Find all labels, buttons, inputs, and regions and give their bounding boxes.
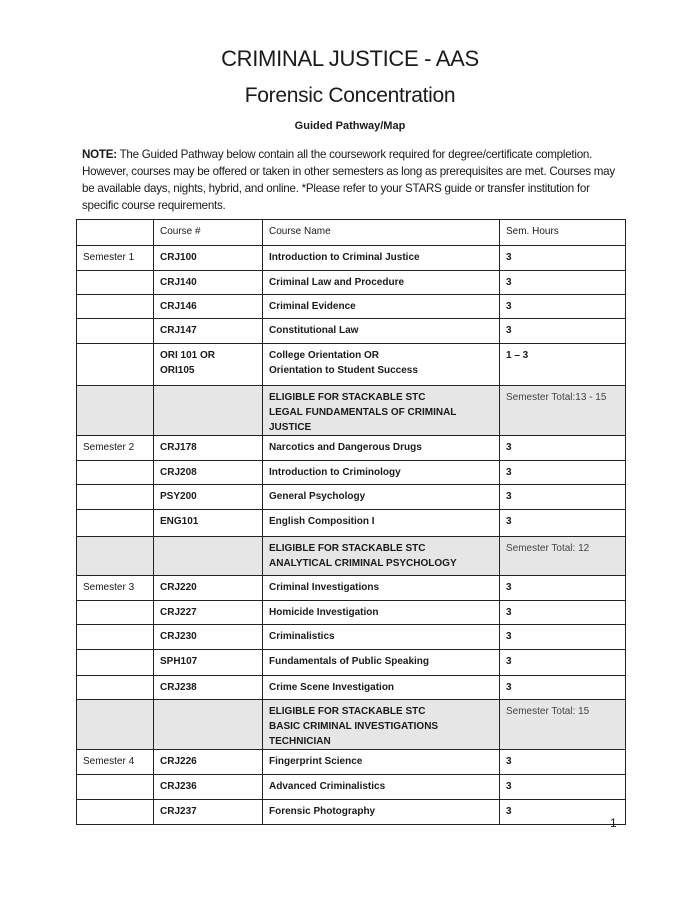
course-number-cell: ENG101	[154, 510, 263, 537]
semester-cell	[77, 676, 154, 700]
course-row	[77, 319, 626, 344]
stc-certificate-cell: ELIGIBLE FOR STACKABLE STC LEGAL FUNDAMENTALS OF CRIMINAL JUSTICE	[263, 386, 500, 436]
course-name-cell: Criminalistics	[263, 625, 500, 650]
sem-hours-cell: 3	[500, 800, 626, 825]
course-number-cell: CRJ147	[154, 319, 263, 344]
semester-cell	[77, 344, 154, 386]
semester-cell	[77, 700, 154, 750]
header-semester	[77, 220, 154, 246]
sem-hours-cell: 3	[500, 601, 626, 625]
semester-cell	[77, 461, 154, 485]
course-row	[77, 576, 626, 601]
semester-cell	[77, 485, 154, 510]
stackable-stc-row	[77, 537, 626, 576]
note-paragraph	[82, 146, 627, 214]
document-subtitle: Forensic Concentration	[244, 84, 456, 107]
course-number-cell	[154, 386, 263, 436]
sem-hours-cell: 3	[500, 510, 626, 537]
sem-hours-cell: 3	[500, 485, 626, 510]
course-pathway-table	[76, 219, 626, 825]
table-header-row	[77, 220, 626, 246]
course-name-cell: Fingerprint Science	[263, 750, 500, 775]
stackable-stc-row	[77, 700, 626, 750]
course-number-cell: PSY200	[154, 485, 263, 510]
course-number-cell: CRJ226	[154, 750, 263, 775]
sem-hours-cell: 1 – 3	[500, 344, 626, 386]
course-number-cell: CRJ220	[154, 576, 263, 601]
semester-cell	[77, 386, 154, 436]
course-number-cell	[154, 700, 263, 750]
course-name-cell: Fundamentals of Public Speaking	[263, 650, 500, 676]
semester-cell	[77, 800, 154, 825]
course-name-cell: College Orientation OR Orientation to Student Success	[263, 344, 500, 386]
sem-hours-cell: 3	[500, 295, 626, 319]
semester-cell	[77, 510, 154, 537]
course-number-cell: CRJ100	[154, 246, 263, 271]
course-row	[77, 601, 626, 625]
course-name-cell: Criminal Investigations	[263, 576, 500, 601]
stc-certificate-cell: ELIGIBLE FOR STACKABLE STC ANALYTICAL CRIMINAL PSYCHOLOGY	[263, 537, 500, 576]
semester-total-cell: Semester Total: 15	[500, 700, 626, 750]
note-text: The Guided Pathway below contain all the coursework required for degree/certificate completion. However, courses may be offered or taken in other semesters as long as prerequisites are met. Courses may be available days, nights, hybrid, and online. *Please refer to your STARS guide or transfer institution for specific course requirements.	[82, 148, 615, 212]
header-sem-hours: Sem. Hours	[500, 220, 626, 246]
course-row	[77, 461, 626, 485]
course-number-cell: CRJ208	[154, 461, 263, 485]
course-name-cell: Crime Scene Investigation	[263, 676, 500, 700]
course-number-cell: ORI 101 OR ORI105	[154, 344, 263, 386]
course-name-cell: Introduction to Criminal Justice	[263, 246, 500, 271]
course-name-cell: Advanced Criminalistics	[263, 775, 500, 800]
course-row	[77, 750, 626, 775]
semester-cell: Semester 1	[77, 246, 154, 271]
course-number-cell: CRJ227	[154, 601, 263, 625]
course-name-cell: Criminal Law and Procedure	[263, 271, 500, 295]
header-course-number: Course #	[154, 220, 263, 246]
course-row	[77, 510, 626, 537]
course-name-cell: Homicide Investigation	[263, 601, 500, 625]
course-number-cell: CRJ178	[154, 436, 263, 461]
course-row	[77, 485, 626, 510]
semester-total-cell: Semester Total: 12	[500, 537, 626, 576]
table-body	[77, 246, 626, 825]
semester-cell	[77, 319, 154, 344]
sem-hours-cell: 3	[500, 750, 626, 775]
semester-cell	[77, 601, 154, 625]
semester-cell	[77, 271, 154, 295]
header-course-name: Course Name	[263, 220, 500, 246]
sem-hours-cell: 3	[500, 676, 626, 700]
sem-hours-cell: 3	[500, 650, 626, 676]
course-number-cell: CRJ230	[154, 625, 263, 650]
sem-hours-cell: 3	[500, 461, 626, 485]
semester-total-cell: Semester Total:13 - 15	[500, 386, 626, 436]
note-label: NOTE:	[82, 148, 117, 161]
stackable-stc-row	[77, 386, 626, 436]
course-name-cell: Criminal Evidence	[263, 295, 500, 319]
pathway-label: Guided Pathway/Map	[294, 120, 406, 132]
course-row	[77, 271, 626, 295]
course-row	[77, 246, 626, 271]
semester-cell	[77, 295, 154, 319]
course-name-cell: English Composition I	[263, 510, 500, 537]
sem-hours-cell: 3	[500, 246, 626, 271]
course-name-cell: Narcotics and Dangerous Drugs	[263, 436, 500, 461]
course-number-cell: SPH107	[154, 650, 263, 676]
course-row	[77, 295, 626, 319]
document-title: CRIMINAL JUSTICE - AAS	[221, 46, 479, 71]
course-row	[77, 436, 626, 461]
course-row	[77, 344, 626, 386]
course-name-cell: Forensic Photography	[263, 800, 500, 825]
course-row	[77, 650, 626, 676]
course-row	[77, 676, 626, 700]
course-number-cell: CRJ238	[154, 676, 263, 700]
semester-cell: Semester 3	[77, 576, 154, 601]
sem-hours-cell: 3	[500, 576, 626, 601]
course-row	[77, 800, 626, 825]
semester-cell	[77, 650, 154, 676]
sem-hours-cell: 3	[500, 625, 626, 650]
sem-hours-cell: 3	[500, 775, 626, 800]
semester-cell: Semester 4	[77, 750, 154, 775]
course-number-cell	[154, 537, 263, 576]
page-number: 1	[610, 816, 617, 830]
sem-hours-cell: 3	[500, 271, 626, 295]
semester-cell	[77, 537, 154, 576]
course-number-cell: CRJ236	[154, 775, 263, 800]
sem-hours-cell: 3	[500, 436, 626, 461]
semester-cell: Semester 2	[77, 436, 154, 461]
course-number-cell: CRJ146	[154, 295, 263, 319]
course-number-cell: CRJ237	[154, 800, 263, 825]
course-name-cell: Constitutional Law	[263, 319, 500, 344]
course-name-cell: General Psychology	[263, 485, 500, 510]
semester-cell	[77, 775, 154, 800]
sem-hours-cell: 3	[500, 319, 626, 344]
course-number-cell: CRJ140	[154, 271, 263, 295]
course-row	[77, 775, 626, 800]
course-row	[77, 625, 626, 650]
stc-certificate-cell: ELIGIBLE FOR STACKABLE STC BASIC CRIMINAL INVESTIGATIONS TECHNICIAN	[263, 700, 500, 750]
course-name-cell: Introduction to Criminology	[263, 461, 500, 485]
semester-cell	[77, 625, 154, 650]
